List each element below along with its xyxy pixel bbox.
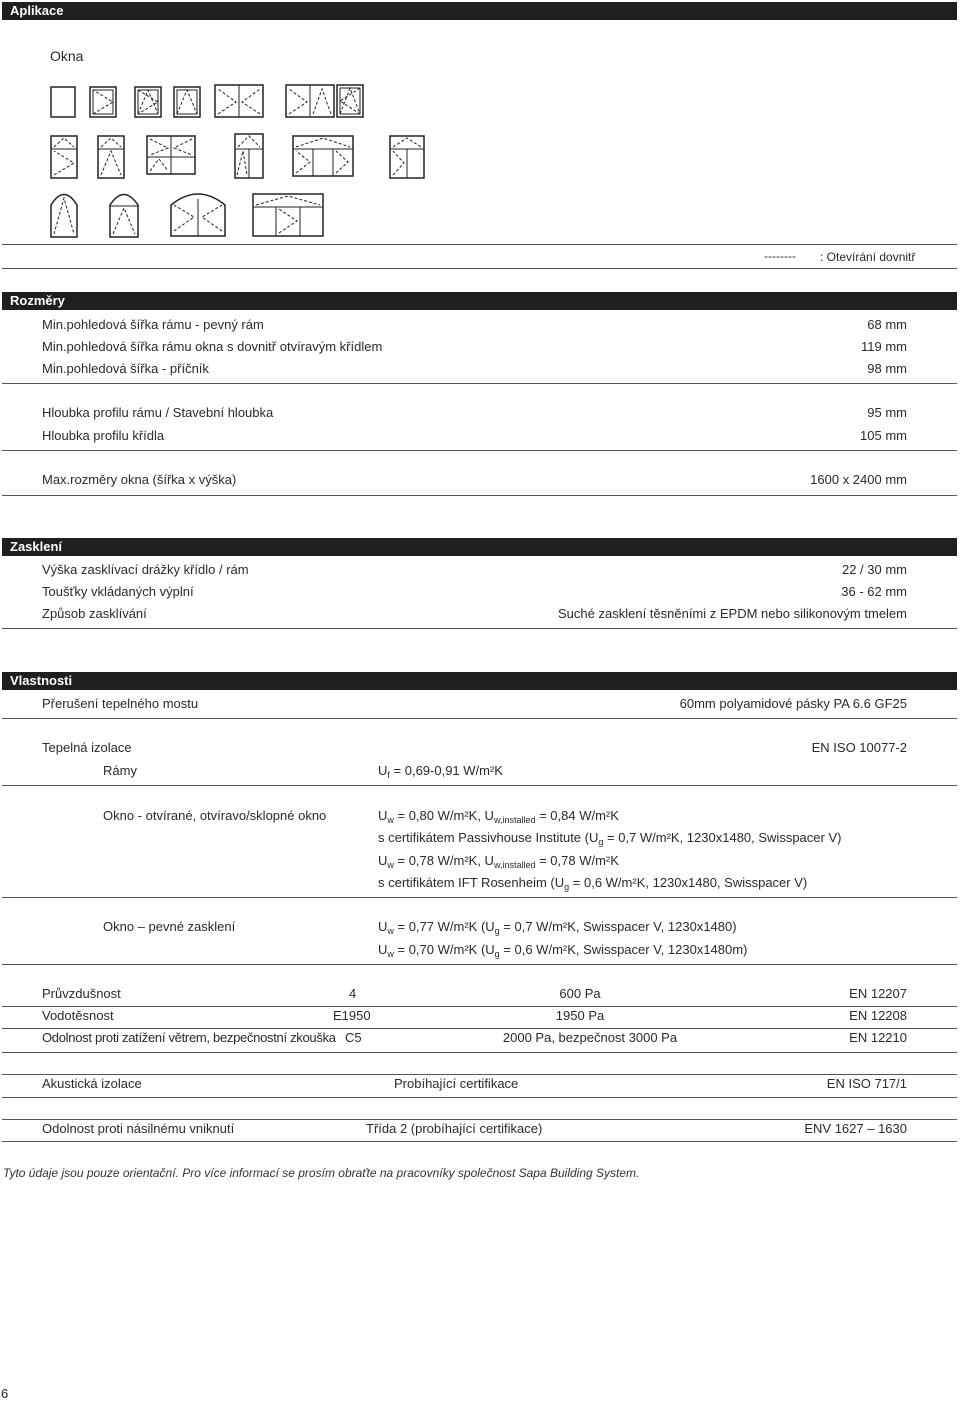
window-fixed-icon — [50, 86, 76, 118]
zaskleni-value-2: Suché zasklení těsněními z EPDM nebo silikonovým tmelem — [558, 606, 907, 621]
rozmery-value-4: 105 mm — [860, 428, 907, 443]
okno-pevne-line-2: $U_w = 0,70$ W/m²K ($U_g = 0,6$ W/m²K, Swisspacer V, 1230x1480m) — [378, 942, 748, 959]
zaskleni-value-0: 22 / 30 mm — [841, 562, 907, 577]
window-bottom-hung-icon — [173, 86, 201, 118]
test-class-0: 4 — [349, 986, 357, 1001]
rozmery-value-1: 119 mm — [861, 339, 907, 354]
odolnost-norm: ENV 1627 – 1630 — [804, 1121, 907, 1136]
akusticka-label: Akustická izolace — [42, 1076, 142, 1091]
preruseni-value: 60mm polyamidové pásky PA 6.6 GF25 — [679, 696, 907, 711]
zaskleni-label-0: Výška zasklívací drážky křídlo / rám — [42, 562, 249, 577]
okno-otviravo-label: Okno - otvírané, otvíravo/sklopné okno — [103, 808, 327, 823]
legend-dashes: -------- — [764, 249, 796, 263]
section-label-okna: Okna — [50, 48, 84, 64]
odolnost-label: Odolnost proti násilnému vniknutí — [42, 1121, 235, 1136]
okno-otviravo-line-1: $U_w = 0,80$ W/m²K, $U_{w,installed} = 0,84$ W/m²K — [378, 808, 619, 825]
okno-otviravo-line-3: $U_w = 0,78$ W/m²K, $U_{w,installed} = 0,78$ W/m²K — [378, 853, 619, 870]
test-value-1: 1950 Pa — [555, 1008, 605, 1023]
test-label-2: Odolnost proti zatížení větrem, bezpečnostní zkouška — [42, 1030, 336, 1045]
test-norm-0: EN 12207 — [849, 986, 907, 1001]
test-value-2: 2000 Pa, bezpečnost 3000 Pa — [502, 1030, 678, 1045]
akusticka-norm: EN ISO 717/1 — [826, 1076, 907, 1091]
window-side-hung-icon — [89, 86, 117, 118]
okno-pevne-line-1: $U_w = 0,77$ W/m²K ($U_g = 0,7$ W/m²K, Swisspacer V, 1230x1480) — [378, 919, 737, 936]
window-segment-arch-icon — [170, 191, 226, 237]
section-header-rozmery: Rozměry — [2, 292, 957, 310]
window-double-tilt-icon — [285, 84, 335, 118]
legend-text: : Otevírání dovnitř — [820, 250, 916, 264]
ramy-value: $U_f = 0,69-0,91$ W/m²K — [378, 763, 503, 780]
window-arch-icon — [50, 190, 78, 238]
tepelna-label: Tepelná izolace — [42, 740, 132, 755]
test-norm-1: EN 12208 — [849, 1008, 907, 1023]
rozmery-label-4: Hloubka profilu křídla — [42, 428, 165, 443]
rozmery-label-0: Min.pohledová šířka rámu - pevný rám — [42, 317, 264, 332]
preruseni-label: Přerušení tepelného mostu — [42, 696, 199, 711]
page-header: Aplikace — [2, 2, 957, 20]
rozmery-value-5: 1600 x 2400 mm — [810, 472, 907, 487]
section-header-vlastnosti: Vlastnosti — [2, 672, 957, 690]
okno-otviravo-line-2: s certifikátem Passivhouse Institute ($U_g = 0,7$ W/m²K, 1230x1480, Swisspacer V) — [378, 830, 842, 847]
rozmery-value-0: 68 mm — [867, 317, 907, 332]
window-narrow-icon — [389, 135, 425, 179]
page-number: 6 — [1, 1386, 9, 1401]
rozmery-value-2: 98 mm — [867, 361, 907, 376]
zaskleni-label-2: Způsob zasklívání — [42, 606, 147, 621]
zaskleni-label-1: Toušťky vkládaných výplní — [42, 584, 194, 599]
rozmery-label-1: Min.pohledová šířka rámu okna s dovnitř otvíravým křídlem — [42, 339, 383, 354]
rozmery-label-5: Max.rozměry okna (šířka x výška) — [42, 472, 237, 487]
okno-pevne-label: Okno – pevné zasklení — [103, 919, 236, 934]
window-tilt-turn-icon — [134, 86, 162, 118]
disclaimer-note: Tyto údaje jsou pouze orientační. Pro více informací se prosím obraťte na pracovníky společnost Sapa Building System. — [3, 1166, 640, 1180]
window-wide-icon — [252, 193, 324, 237]
rozmery-label-3: Hloubka profilu rámu / Stavební hloubka — [42, 405, 274, 420]
window-transom-icon — [50, 135, 78, 179]
zaskleni-value-1: 36 - 62 mm — [841, 584, 907, 599]
okno-otviravo-line-4: s certifikátem IFT Rosenheim ($U_g = 0,6$ W/m²K, 1230x1480, Swisspacer V) — [378, 875, 808, 892]
rozmery-label-2: Min.pohledová šířka - příčník — [42, 361, 209, 376]
section-header-zaskleni: Zasklení — [2, 538, 957, 556]
window-transom-2-icon — [97, 135, 125, 179]
test-value-0: 600 Pa — [559, 986, 601, 1001]
rozmery-value-3: 95 mm — [867, 405, 907, 420]
window-transom-double-icon — [146, 135, 196, 175]
window-arch-2-icon — [109, 190, 139, 238]
window-double-icon — [214, 84, 264, 118]
window-mixed-icon — [234, 133, 264, 179]
test-norm-2: EN 12210 — [849, 1030, 907, 1045]
test-class-2: C5 — [345, 1030, 362, 1045]
test-label-1: Vodotěsnost — [42, 1008, 114, 1023]
tepelna-standard: EN ISO 10077-2 — [811, 740, 907, 755]
ramy-label: Rámy — [103, 763, 137, 778]
window-side-tilt-icon — [336, 84, 364, 118]
test-label-0: Průvzdušnost — [42, 986, 121, 1001]
odolnost-value: Třída 2 (probíhající certifikace) — [366, 1121, 543, 1136]
akusticka-value: Probíhající certifikace — [394, 1076, 519, 1091]
test-class-1: E1950 — [333, 1008, 371, 1023]
window-triple-icon — [292, 135, 354, 177]
